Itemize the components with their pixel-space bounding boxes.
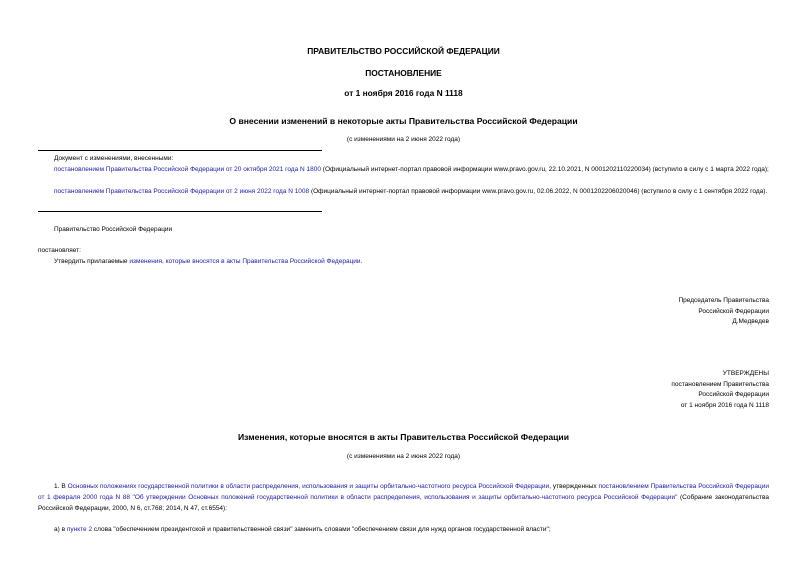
doc-type-heading: ПОСТАНОВЛЕНИЕ <box>365 68 442 78</box>
page-title: О внесении изменений в некоторые акты Правительства Российской Федерации <box>229 116 578 126</box>
p1-prefix: 1. В <box>54 483 68 490</box>
signature-block <box>678 296 769 328</box>
divider-bottom <box>38 211 322 212</box>
approved-line-2: постановлением Правительства <box>671 380 769 388</box>
signature-line-1: Председатель Правительства <box>678 297 769 304</box>
approved-line-1: УТВЕРЖДЕНЫ <box>722 370 769 377</box>
changes-intro: Документ с изменениями, внесенными: <box>54 155 174 162</box>
change-link-2[interactable]: постановлением Правительства Российской Федерации от 2 июня 2022 года N 1008 <box>54 188 310 195</box>
pa-link-point2[interactable]: пункте 2 <box>66 526 93 533</box>
pa-suffix: слова "обеспечением президентской и правительственной связи" заменить словами "обеспечением связи для нужд органов государственной власти"; <box>92 526 551 533</box>
annex-note: (с изменениями на 2 июня 2022 года) <box>346 453 461 460</box>
decides-line: постановляет: <box>38 247 81 254</box>
annex-paragraph-a <box>38 524 769 535</box>
annex-paragraph-1 <box>38 481 769 514</box>
p1-mid: , утвержденных <box>549 483 599 490</box>
signature-line-2: Российской Федерации <box>698 307 769 315</box>
approve-paragraph <box>54 256 362 267</box>
p1-suffix: (Собрание законодательства Российской Федерации, 2000, N 6, ст.768; 2014, N 47, ст.6554): <box>38 494 769 512</box>
approve-prefix: Утвердить прилагаемые <box>54 258 130 265</box>
approve-suffix: . <box>360 258 363 265</box>
title-note: (с изменениями на 2 июня 2022 года) <box>346 136 461 143</box>
p1-link-basics[interactable]: Основных положениях государственной политики в области распределения, использования и защиты орбитально-частотного ресурса Российской Федерации <box>67 483 550 490</box>
p1-link-decree[interactable]: постановлением Правительства Российской Федерации от 1 февраля 2000 года N 88 "Об утверждении Основных положений государственной политики в области распределения, использования и защиты орбитально-частотного ресурса Российской Федерации" <box>38 483 770 501</box>
signature-line-3: Д.Медведев <box>732 318 769 325</box>
change-link-1[interactable]: постановлением Правительства Российской Федерации от 20 октября 2021 года N 1800 <box>54 166 321 173</box>
government-heading: ПРАВИТЕЛЬСТВО РОССИЙСКОЙ ФЕДЕРАЦИИ <box>307 46 500 56</box>
change-item-2 <box>38 186 769 197</box>
government-line: Правительство Российской Федерации <box>54 226 173 233</box>
date-number-heading: от 1 ноября 2016 года N 1118 <box>344 88 463 98</box>
change-item-1 <box>38 164 769 175</box>
annex-title: Изменения, которые вносятся в акты Правительства Российской Федерации <box>237 432 569 442</box>
change-text-2: (Официальный интернет-портал правовой информации www.pravo.gov.ru, 02.06.2022, N 0001202206020046) (вступило в силу с 1 сентября 2022 года). <box>309 188 768 195</box>
approved-block <box>671 369 769 411</box>
approved-line-3: Российской Федерации <box>698 391 769 398</box>
divider-top <box>38 150 322 151</box>
change-text-1: (Официальный интернет-портал правовой информации www.pravo.gov.ru, 22.10.2021, N 0001202110220034) (вступило в силу с 1 марта 2022 года); <box>320 166 769 173</box>
approve-link[interactable]: изменения, которые вносятся в акты Правительства Российской Федерации <box>129 258 361 265</box>
approved-line-4: от 1 ноября 2016 года N 1118 <box>680 401 769 409</box>
pa-prefix: а) в <box>54 526 67 533</box>
